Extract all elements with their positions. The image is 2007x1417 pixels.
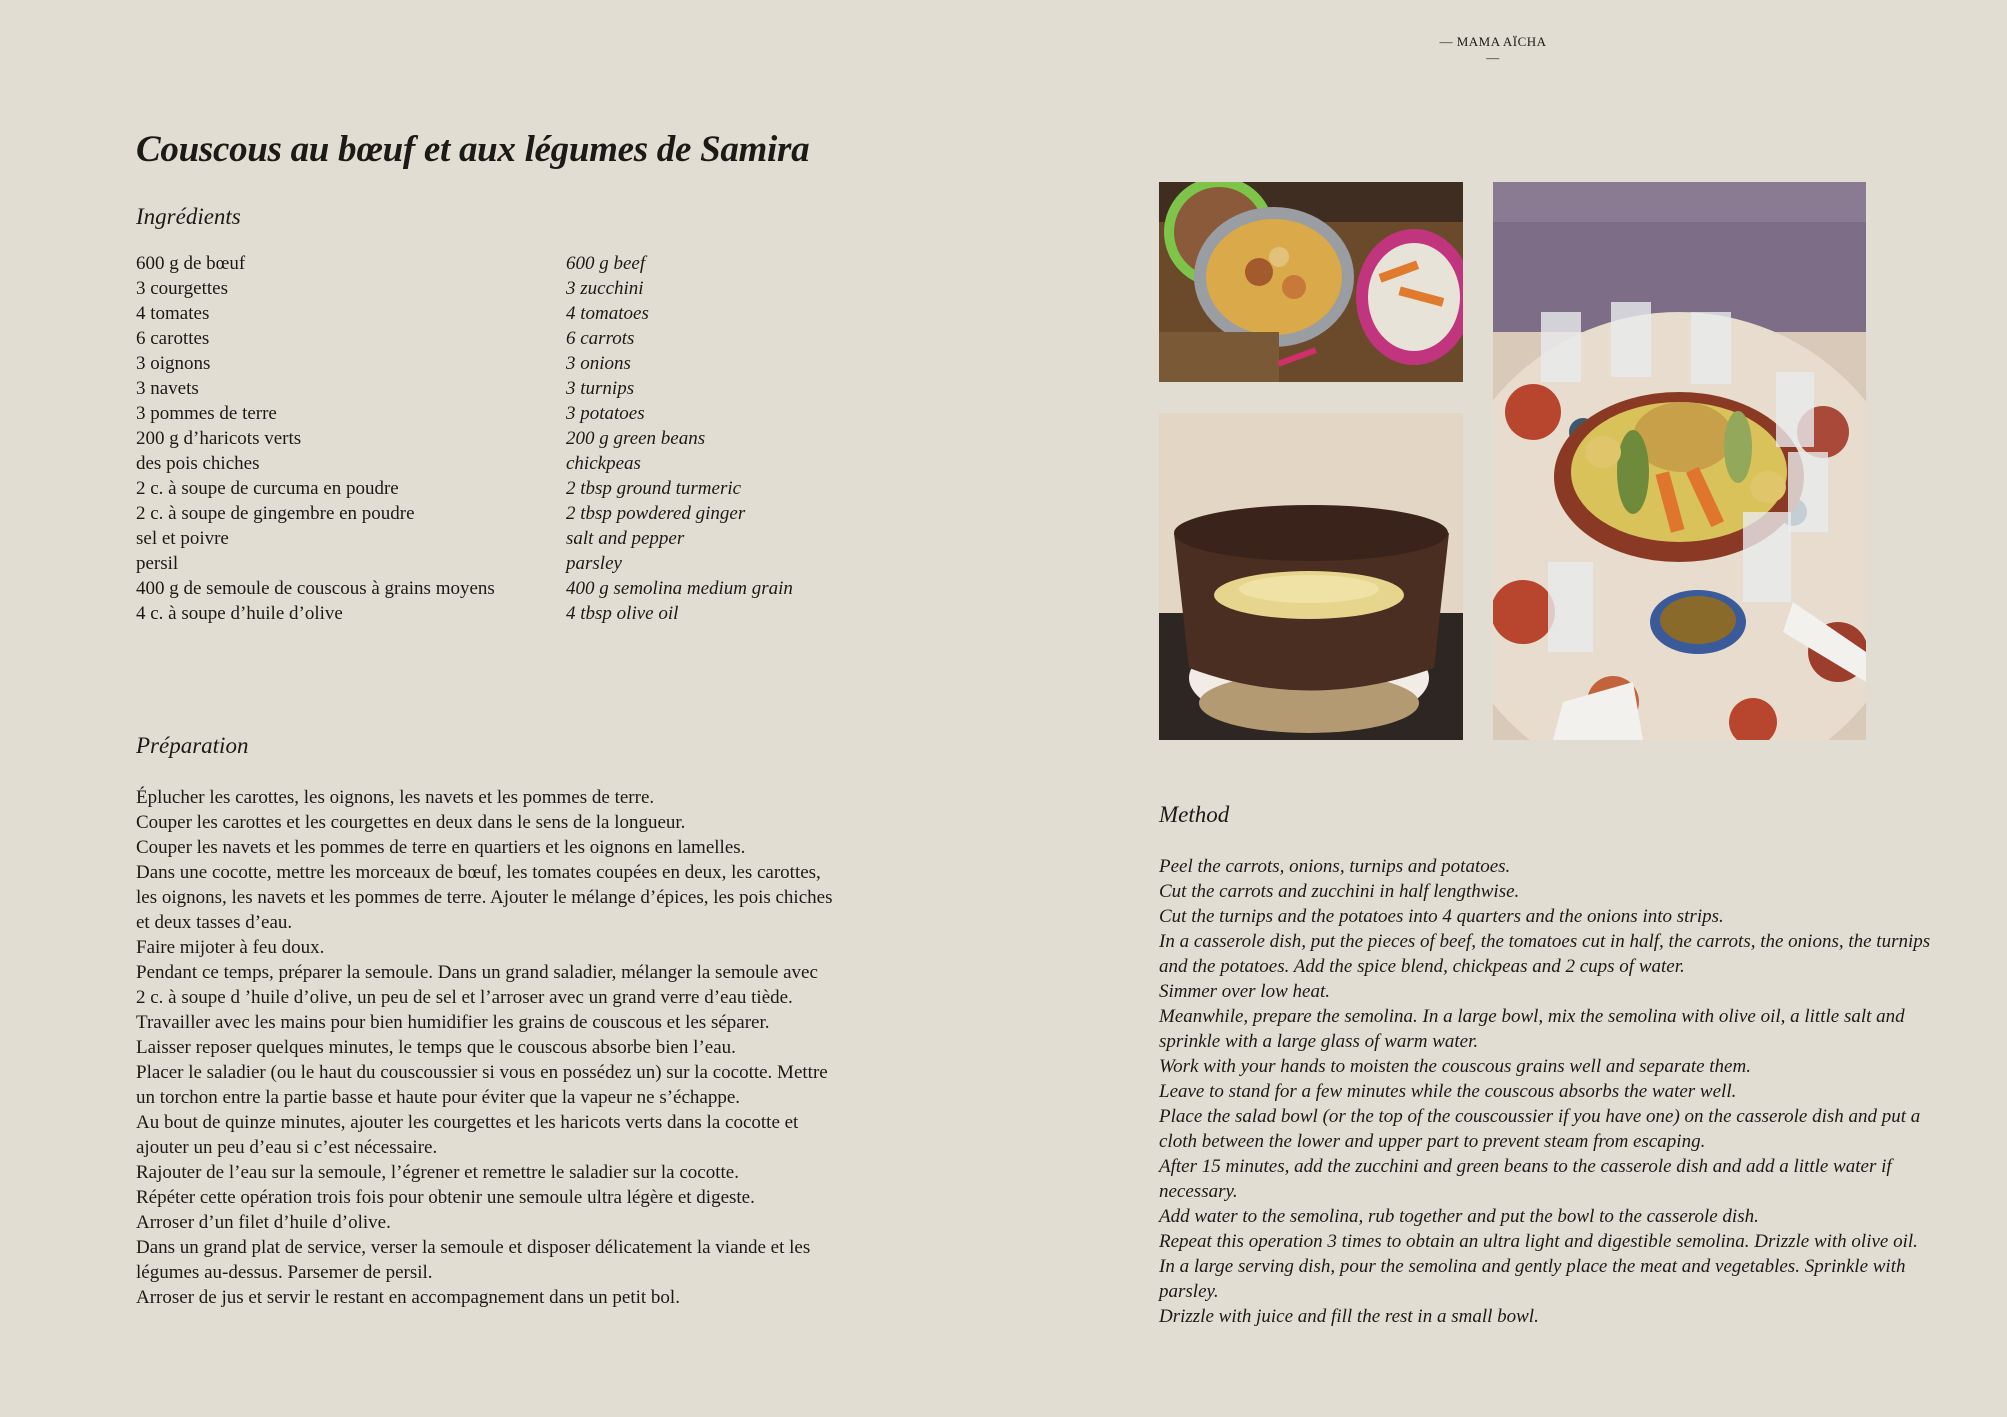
ingredient-fr-item: 6 carottes: [136, 328, 210, 349]
ingredient-fr-item: 3 oignons: [136, 353, 211, 374]
method-line: and the potatoes. Add the spice blend, chickpeas and 2 cups of water.: [1159, 956, 1685, 977]
preparation-line: légumes au-dessus. Parsemer de persil.: [136, 1262, 433, 1283]
preparation-line: Dans un grand plat de service, verser la semoule et disposer délicatement la viande et les: [136, 1237, 811, 1258]
ingredient-en-item: chickpeas: [566, 453, 641, 474]
ingredient-fr-item: 400 g de semoule de couscous à grains moyens: [136, 578, 495, 599]
preparation-line: Au bout de quinze minutes, ajouter les courgettes et les haricots verts dans la cocotte et: [136, 1112, 799, 1133]
ingredient-fr-item: 600 g de bœuf: [136, 253, 246, 274]
ingredient-en-item: 6 carrots: [566, 328, 635, 349]
preparation-line: ajouter un peu d’eau si c’est nécessaire.: [136, 1137, 438, 1158]
ingredient-fr-item: persil: [136, 553, 179, 574]
preparation-line: Rajouter de l’eau sur la semoule, l’égrener et remettre le saladier sur la cocotte.: [136, 1162, 739, 1183]
ingredients-heading: Ingrédients: [136, 204, 241, 229]
photo-couscous-served: [1493, 182, 1866, 740]
method-line: Cut the turnips and the potatoes into 4 quarters and the onions into strips.: [1159, 906, 1724, 927]
preparation-line: les oignons, les navets et les pommes de terre. Ajouter le mélange d’épices, les pois chiches: [136, 887, 833, 908]
ingredient-en-item: parsley: [566, 553, 622, 574]
ingredient-fr-item: 4 tomates: [136, 303, 210, 324]
method-line: Add water to the semolina, rub together and put the bowl to the casserole dish.: [1159, 1206, 1759, 1227]
preparation-line: Éplucher les carottes, les oignons, les navets et les pommes de terre.: [136, 787, 655, 808]
method-line: Repeat this operation 3 times to obtain an ultra light and digestible semolina. Drizzle with olive oil.: [1159, 1231, 1918, 1252]
preparation-line: Couper les navets et les pommes de terre en quartiers et les oignons en lamelles.: [136, 837, 746, 858]
photo-couscoussier: [1159, 413, 1463, 740]
ingredient-fr-item: 4 c. à soupe d’huile d’olive: [136, 603, 343, 624]
method-line: Simmer over low heat.: [1159, 981, 1330, 1002]
ingredient-fr-item: sel et poivre: [136, 528, 229, 549]
method-line: After 15 minutes, add the zucchini and green beans to the casserole dish and add a little water if: [1159, 1156, 1892, 1177]
ingredients-list-french: [136, 251, 495, 626]
method-line: Place the salad bowl (or the top of the couscoussier if you have one) on the casserole dish and put a: [1159, 1106, 1921, 1127]
preparation-line: Pendant ce temps, préparer la semoule. Dans un grand saladier, mélanger la semoule avec: [136, 962, 818, 983]
method-text: [1159, 854, 1930, 1329]
method-line: Work with your hands to moisten the couscous grains well and separate them.: [1159, 1056, 1751, 1077]
preparation-line: Faire mijoter à feu doux.: [136, 937, 325, 958]
method-line: Peel the carrots, onions, turnips and potatoes.: [1159, 856, 1511, 877]
preparation-line: Arroser de jus et servir le restant en accompagnement dans un petit bol.: [136, 1287, 680, 1308]
ingredient-en-item: 3 onions: [566, 353, 631, 374]
preparation-heading: Préparation: [136, 733, 249, 758]
method-line: parsley.: [1159, 1281, 1219, 1302]
method-line: sprinkle with a large glass of warm water.: [1159, 1031, 1479, 1052]
photo-vegetables-prep: [1159, 182, 1463, 382]
preparation-line: Placer le saladier (ou le haut du couscoussier si vous en possédez un) sur la cocotte. Mettre: [136, 1062, 828, 1083]
preparation-line: Arroser d’un filet d’huile d’olive.: [136, 1212, 391, 1233]
ingredient-en-item: 3 potatoes: [566, 403, 645, 424]
ingredient-fr-item: 2 c. à soupe de curcuma en poudre: [136, 478, 399, 499]
ingredient-en-item: 600 g beef: [566, 253, 646, 274]
ingredient-en-item: 4 tomatoes: [566, 303, 649, 324]
ingredient-fr-item: 3 courgettes: [136, 278, 228, 299]
method-line: Cut the carrots and zucchini in half lengthwise.: [1159, 881, 1520, 902]
preparation-line: Répéter cette opération trois fois pour obtenir une semoule ultra légère et digeste.: [136, 1187, 755, 1208]
preparation-line: un torchon entre la partie basse et haute pour éviter que la vapeur ne s’échappe.: [136, 1087, 741, 1108]
preparation-line: Couper les carottes et les courgettes en deux dans le sens de la longueur.: [136, 812, 686, 833]
running-header: — MAMA AÏCHA —: [1439, 34, 1547, 65]
recipe-title: Couscous au bœuf et aux légumes de Samira: [136, 129, 810, 170]
ingredient-fr-item: 2 c. à soupe de gingembre en poudre: [136, 503, 415, 524]
ingredient-en-item: 3 turnips: [566, 378, 635, 399]
method-line: necessary.: [1159, 1181, 1238, 1202]
ingredient-en-item: 400 g semolina medium grain: [566, 578, 793, 599]
ingredient-fr-item: 3 navets: [136, 378, 199, 399]
ingredient-en-item: 2 tbsp powdered ginger: [566, 503, 746, 524]
method-line: In a casserole dish, put the pieces of beef, the tomatoes cut in half, the carrots, the onions, the turnips: [1159, 931, 1931, 952]
method-line: cloth between the lower and upper part to prevent steam from escaping.: [1159, 1131, 1706, 1152]
preparation-line: Laisser reposer quelques minutes, le temps que le couscous absorbe bien l’eau.: [136, 1037, 736, 1058]
ingredient-en-item: 2 tbsp ground turmeric: [566, 478, 742, 499]
preparation-line: Travailler avec les mains pour bien humidifier les grains de couscous et les séparer.: [136, 1012, 770, 1033]
method-line: Leave to stand for a few minutes while the couscous absorbs the water well.: [1159, 1081, 1737, 1102]
ingredient-fr-item: des pois chiches: [136, 453, 260, 474]
preparation-line: et deux tasses d’eau.: [136, 912, 293, 933]
method-line: Meanwhile, prepare the semolina. In a large bowl, mix the semolina with olive oil, a little salt and: [1159, 1006, 1905, 1027]
preparation-line: 2 c. à soupe d ’huile d’olive, un peu de sel et l’arroser avec un grand verre d’eau tiède.: [136, 987, 793, 1008]
ingredient-en-item: 3 zucchini: [566, 278, 644, 299]
ingredient-en-item: 4 tbsp olive oil: [566, 603, 679, 624]
ingredient-en-item: salt and pepper: [566, 528, 685, 549]
ingredient-fr-item: 3 pommes de terre: [136, 403, 277, 424]
ingredient-fr-item: 200 g d’haricots verts: [136, 428, 302, 449]
method-line: In a large serving dish, pour the semolina and gently place the meat and vegetables. Sprinkle with: [1159, 1256, 1906, 1277]
preparation-text: [136, 785, 832, 1310]
ingredients-list-english: [566, 251, 793, 626]
ingredient-en-item: 200 g green beans: [566, 428, 706, 449]
method-line: Drizzle with juice and fill the rest in a small bowl.: [1159, 1306, 1539, 1327]
method-heading: Method: [1159, 802, 1230, 827]
preparation-line: Dans une cocotte, mettre les morceaux de bœuf, les tomates coupées en deux, les carottes,: [136, 862, 821, 883]
